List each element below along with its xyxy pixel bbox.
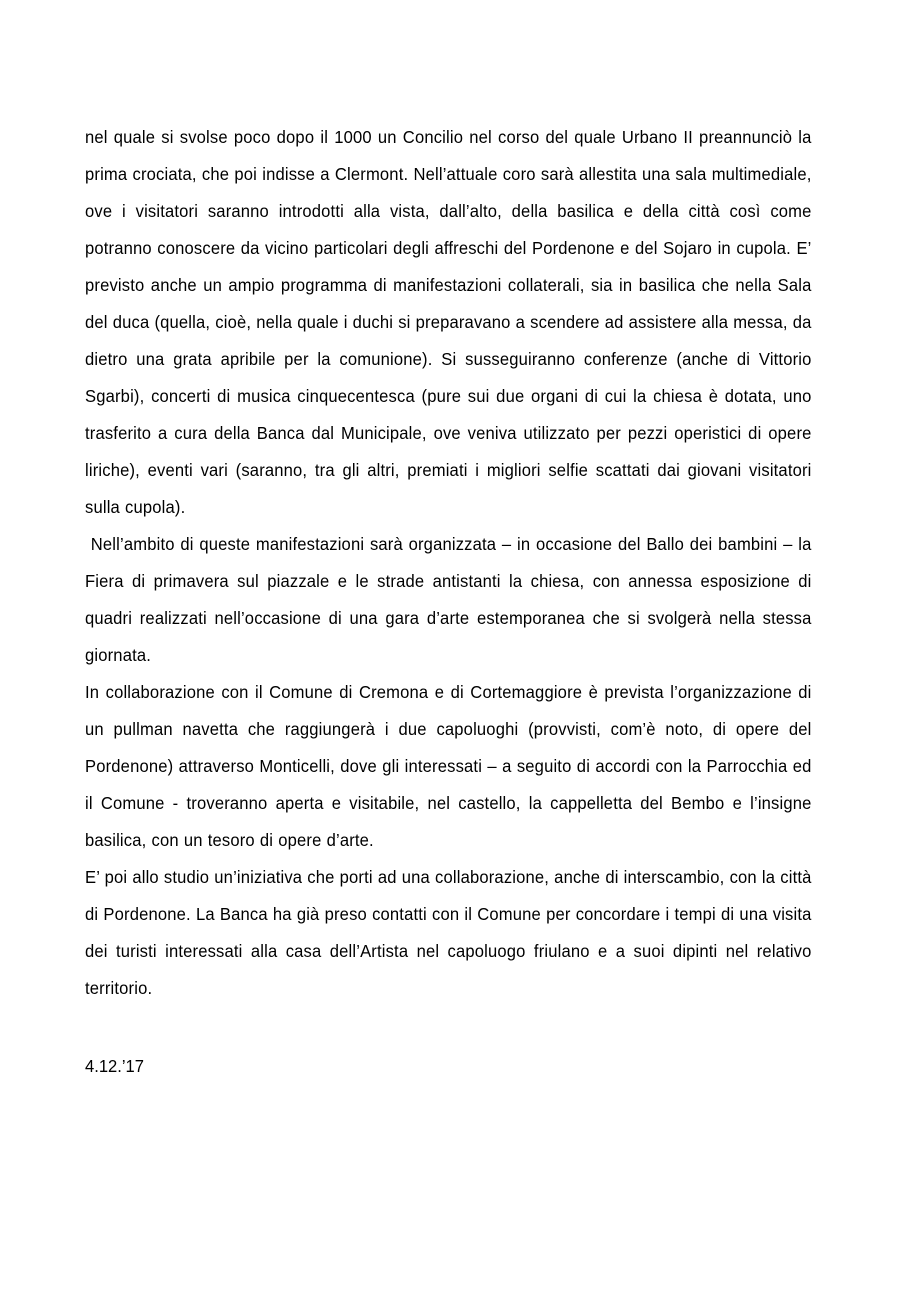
paragraph-1: nel quale si svolse poco dopo il 1000 un Concilio nel corso del quale Urbano II preannunciò la prima crociata, che poi indisse a Clermont. Nell’attuale coro sarà allestita una sala multimediale, ove i visitatori saranno introdotti alla vista, dall’alto, della basilica e della città così come potranno conoscere da vicino particolari degli affreschi del Pordenone e del Sojaro in cupola. E’ previsto anche un ampio programma di manifestazioni collaterali, sia in basilica che nella Sala del duca (quella, cioè, nella quale i duchi si preparavano a scendere ad assistere alla messa, da dietro una grata apribile per la comunione). Si susseguiranno conferenze (anche di Vittorio Sgarbi), concerti di musica cinquecentesca (pure sui due organi di cui la chiesa è dotata, uno trasferito a cura della Banca dal Municipale, ove veniva utilizzato per pezzi operistici di opere liriche), eventi vari (saranno, tra gli altri, premiati i migliori selfie scattati dai giovani visitatori sulla cupola). (85, 128, 817, 517)
paragraph-4: E’ poi allo studio un’iniziativa che porti ad una collaborazione, anche di interscambio, con la città di Pordenone. La Banca ha già preso contatti con il Comune per concordare i tempi di una visita dei turisti interessati alla casa dell’Artista nel capoluogo friulano e a suoi dipinti nel relativo territorio. (85, 868, 817, 998)
paragraph-2: Nell’ambito di queste manifestazioni sarà organizzata – in occasione del Ballo dei bambini – la Fiera di primavera sul piazzale e le strade antistanti la chiesa, con annessa esposizione di quadri realizzati nell’occasione di una gara d’arte estemporanea che si svolgerà nella stessa giornata. (85, 535, 817, 665)
document-date: 4.12.’17 (85, 1057, 145, 1076)
paragraph-3: In collaborazione con il Comune di Cremona e di Cortemaggiore è prevista l’organizzazione di un pullman navetta che raggiungerà i due capoluoghi (provvisti, com’è noto, di opere del Pordenone) attraverso Monticelli, dove gli interessati – a seguito di accordi con la Parrocchia ed il Comune - troveranno aperta e visitabile, nel castello, la cappelletta del Bembo e l’insigne basilica, con un tesoro di opere d’arte. (85, 683, 817, 850)
document-text-body (85, 119, 834, 1007)
